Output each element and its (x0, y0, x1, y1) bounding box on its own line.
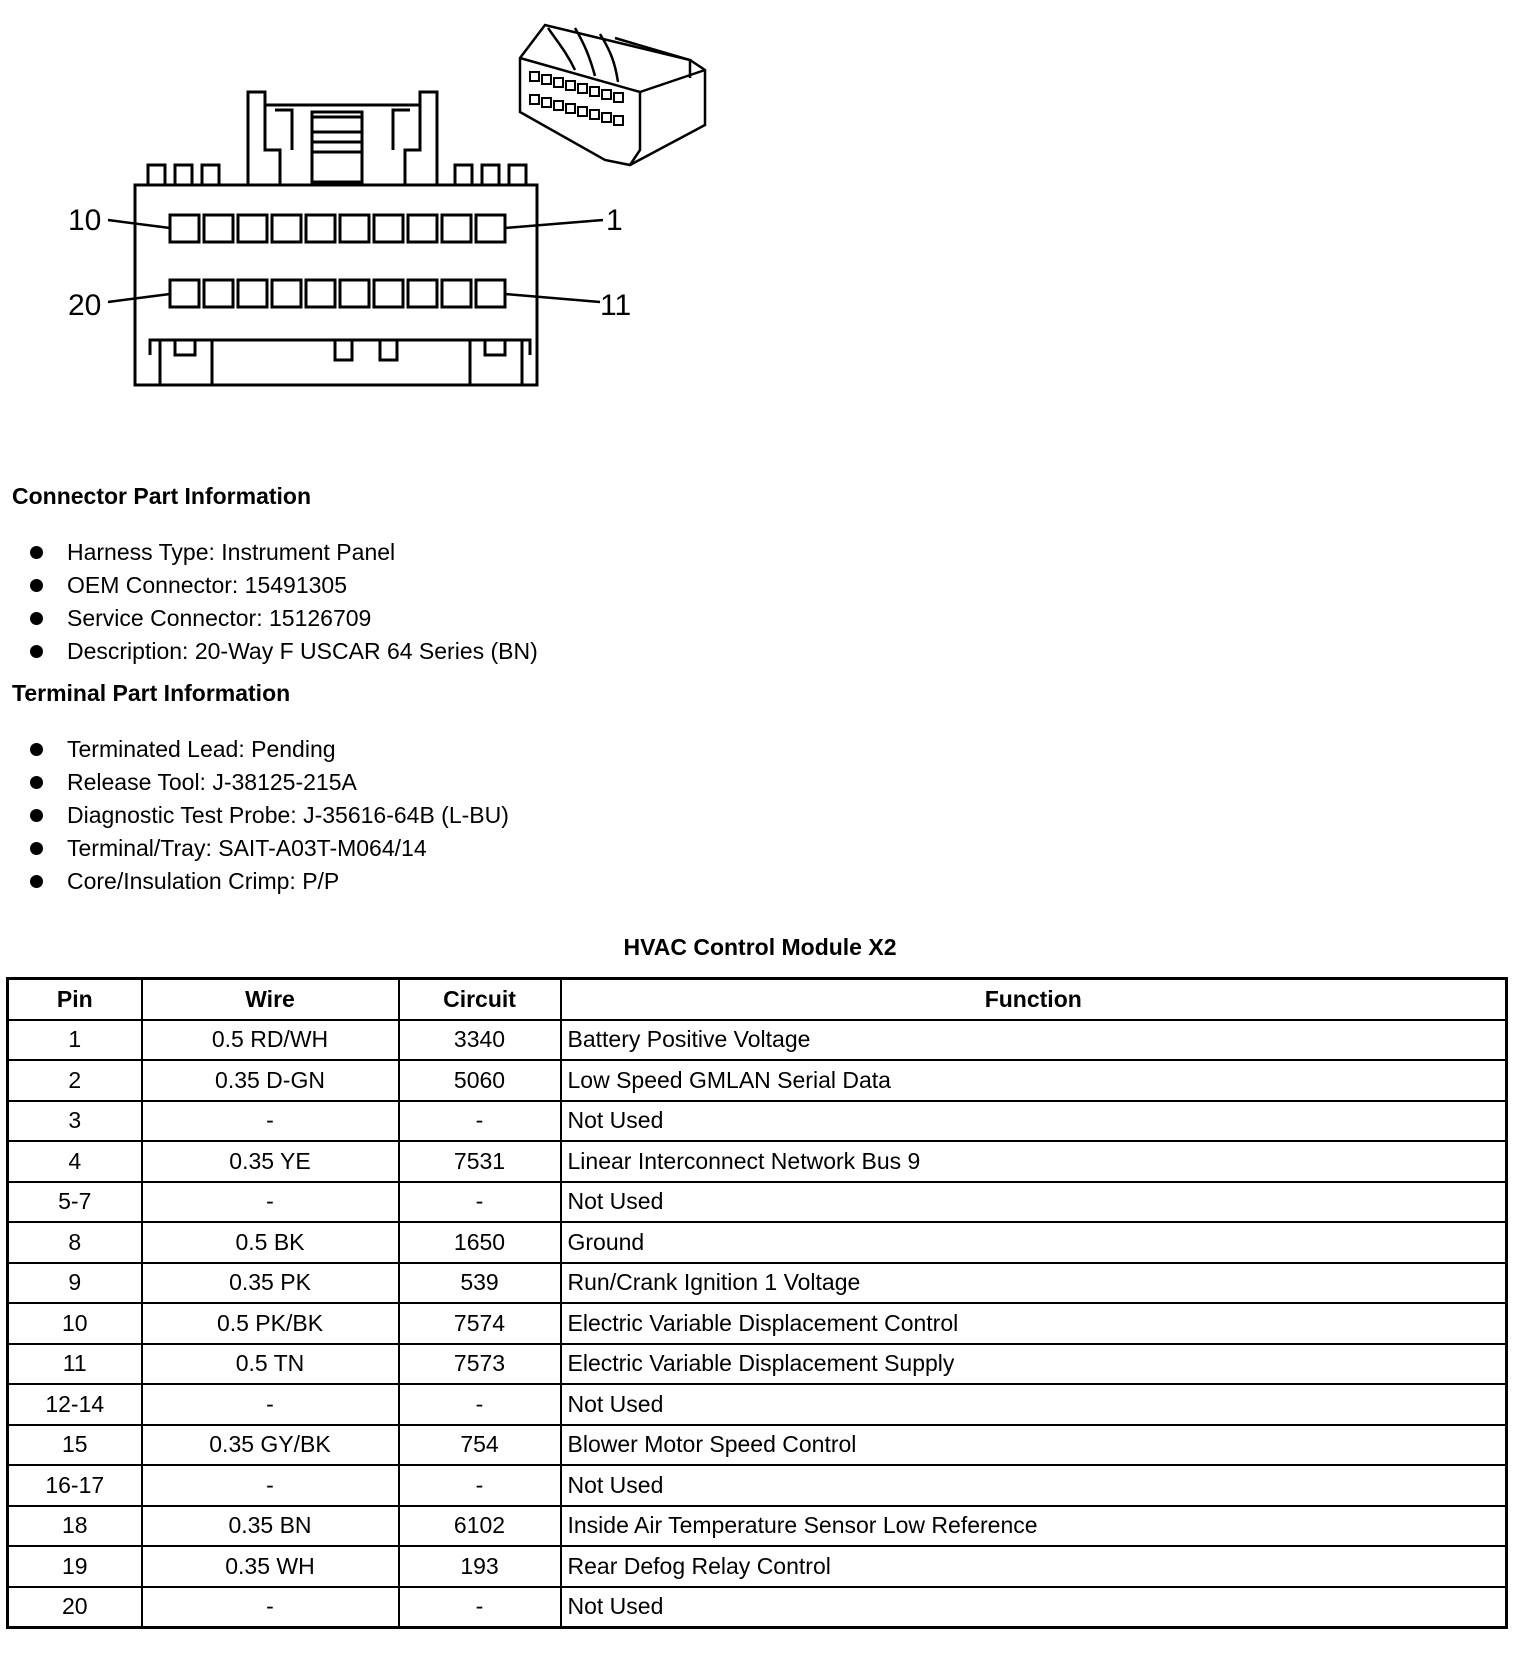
cell-circuit: - (399, 1182, 561, 1223)
cell-function: Not Used (561, 1384, 1507, 1425)
cell-pin: 5-7 (8, 1182, 142, 1223)
list-item: Terminal/Tray: SAIT-A03T-M064/14 (24, 832, 509, 865)
table-row (8, 1425, 1507, 1466)
cell-wire: 0.5 RD/WH (142, 1020, 399, 1061)
cell-function: Blower Motor Speed Control (561, 1425, 1507, 1466)
bullet-icon (30, 875, 43, 888)
pin-label-1: 1 (606, 204, 623, 237)
list-item: Harness Type: Instrument Panel (24, 536, 538, 569)
table-row (8, 1101, 1507, 1142)
cell-pin: 16-17 (8, 1465, 142, 1506)
list-item: Core/Insulation Crimp: P/P (24, 865, 509, 898)
connector-isometric-icon (520, 25, 705, 165)
column-header-pin: Pin (8, 979, 142, 1020)
cell-wire: - (142, 1182, 399, 1223)
cell-pin: 1 (8, 1020, 142, 1061)
list-item: Description: 20-Way F USCAR 64 Series (BN) (24, 635, 538, 668)
table-row (8, 1344, 1507, 1385)
cavity-row-top (170, 215, 505, 242)
cell-circuit: 7531 (399, 1141, 561, 1182)
cell-circuit: 5060 (399, 1060, 561, 1101)
cell-function: Not Used (561, 1182, 1507, 1223)
column-header-circuit: Circuit (399, 979, 561, 1020)
connector-tab-left (148, 165, 219, 185)
table-row (8, 1465, 1507, 1506)
leader-line-pin-10 (108, 220, 170, 228)
cell-wire: 0.35 D-GN (142, 1060, 399, 1101)
connector-key-bottom (160, 340, 522, 385)
cell-circuit: - (399, 1587, 561, 1628)
cell-wire: 0.35 YE (142, 1141, 399, 1182)
cell-function: Electric Variable Displacement Supply (561, 1344, 1507, 1385)
cell-wire: 0.5 BK (142, 1222, 399, 1263)
cell-pin: 2 (8, 1060, 142, 1101)
bullet-icon (30, 743, 43, 756)
cell-wire: 0.5 PK/BK (142, 1303, 399, 1344)
bullet-icon (30, 809, 43, 822)
cell-wire: - (142, 1384, 399, 1425)
cell-function: Electric Variable Displacement Control (561, 1303, 1507, 1344)
table-row (8, 1060, 1507, 1101)
cell-wire: 0.35 BN (142, 1506, 399, 1547)
table-row (8, 1141, 1507, 1182)
leader-line-pin-20 (108, 294, 170, 302)
table-row (8, 1263, 1507, 1304)
cell-circuit: - (399, 1101, 561, 1142)
table-row (8, 1587, 1507, 1628)
cell-circuit: 754 (399, 1425, 561, 1466)
cell-circuit: 7573 (399, 1344, 561, 1385)
list-item: Release Tool: J-38125-215A (24, 766, 509, 799)
cell-pin: 11 (8, 1344, 142, 1385)
bullet-icon (30, 546, 43, 559)
leader-line-pin-1 (505, 220, 603, 228)
list-item: OEM Connector: 15491305 (24, 569, 538, 602)
table-title: HVAC Control Module X2 (623, 934, 897, 960)
table-header-row (8, 979, 1507, 1020)
cell-circuit: 6102 (399, 1506, 561, 1547)
column-header-wire: Wire (142, 979, 399, 1020)
table-row (8, 1384, 1507, 1425)
cell-circuit: 7574 (399, 1303, 561, 1344)
cell-wire: - (142, 1101, 399, 1142)
cell-pin: 9 (8, 1263, 142, 1304)
list-item: Service Connector: 15126709 (24, 602, 538, 635)
cell-function: Not Used (561, 1101, 1507, 1142)
connector-latch (248, 92, 437, 185)
cell-pin: 3 (8, 1101, 142, 1142)
table-row (8, 1222, 1507, 1263)
connector-diagram (0, 0, 760, 400)
terminal-info-heading: Terminal Part Information (12, 680, 291, 706)
bullet-icon (30, 842, 43, 855)
cell-circuit: - (399, 1384, 561, 1425)
cell-circuit: 3340 (399, 1020, 561, 1061)
cavity-row-bottom (170, 280, 505, 307)
bullet-icon (30, 645, 43, 658)
connector-info-list (24, 536, 538, 668)
cell-circuit: 539 (399, 1263, 561, 1304)
cell-function: Not Used (561, 1587, 1507, 1628)
pinout-table (6, 977, 1508, 1629)
list-item: Terminated Lead: Pending (24, 733, 509, 766)
table-row (8, 1303, 1507, 1344)
cell-wire: 0.5 TN (142, 1344, 399, 1385)
cell-function: Rear Defog Relay Control (561, 1546, 1507, 1587)
connector-tab-right (455, 165, 526, 185)
table-row (8, 1182, 1507, 1223)
cell-function: Not Used (561, 1465, 1507, 1506)
cell-pin: 19 (8, 1546, 142, 1587)
cell-wire: - (142, 1587, 399, 1628)
cell-function: Linear Interconnect Network Bus 9 (561, 1141, 1507, 1182)
bullet-icon (30, 579, 43, 592)
cell-wire: 0.35 WH (142, 1546, 399, 1587)
bullet-icon (30, 612, 43, 625)
list-item: Diagnostic Test Probe: J-35616-64B (L-BU) (24, 799, 509, 832)
terminal-info-list (24, 733, 509, 898)
pin-label-11: 11 (600, 289, 632, 322)
cell-circuit: 1650 (399, 1222, 561, 1263)
table-row (8, 1546, 1507, 1587)
column-header-function: Function (561, 979, 1507, 1020)
connector-info-heading: Connector Part Information (12, 483, 312, 509)
cell-pin: 12-14 (8, 1384, 142, 1425)
cell-function: Ground (561, 1222, 1507, 1263)
table-row (8, 1020, 1507, 1061)
cell-function: Low Speed GMLAN Serial Data (561, 1060, 1507, 1101)
cell-function: Battery Positive Voltage (561, 1020, 1507, 1061)
bullet-icon (30, 776, 43, 789)
table-row (8, 1506, 1507, 1547)
cell-function: Inside Air Temperature Sensor Low Reference (561, 1506, 1507, 1547)
cell-wire: 0.35 GY/BK (142, 1425, 399, 1466)
leader-line-pin-11 (505, 294, 600, 302)
cell-wire: - (142, 1465, 399, 1506)
pin-label-10: 10 (68, 204, 102, 237)
cell-pin: 18 (8, 1506, 142, 1547)
cell-pin: 4 (8, 1141, 142, 1182)
cell-pin: 15 (8, 1425, 142, 1466)
cell-wire: 0.35 PK (142, 1263, 399, 1304)
cell-pin: 8 (8, 1222, 142, 1263)
cell-pin: 20 (8, 1587, 142, 1628)
cell-function: Run/Crank Ignition 1 Voltage (561, 1263, 1507, 1304)
cell-circuit: - (399, 1465, 561, 1506)
cell-pin: 10 (8, 1303, 142, 1344)
cell-circuit: 193 (399, 1546, 561, 1587)
pin-label-20: 20 (68, 289, 102, 322)
